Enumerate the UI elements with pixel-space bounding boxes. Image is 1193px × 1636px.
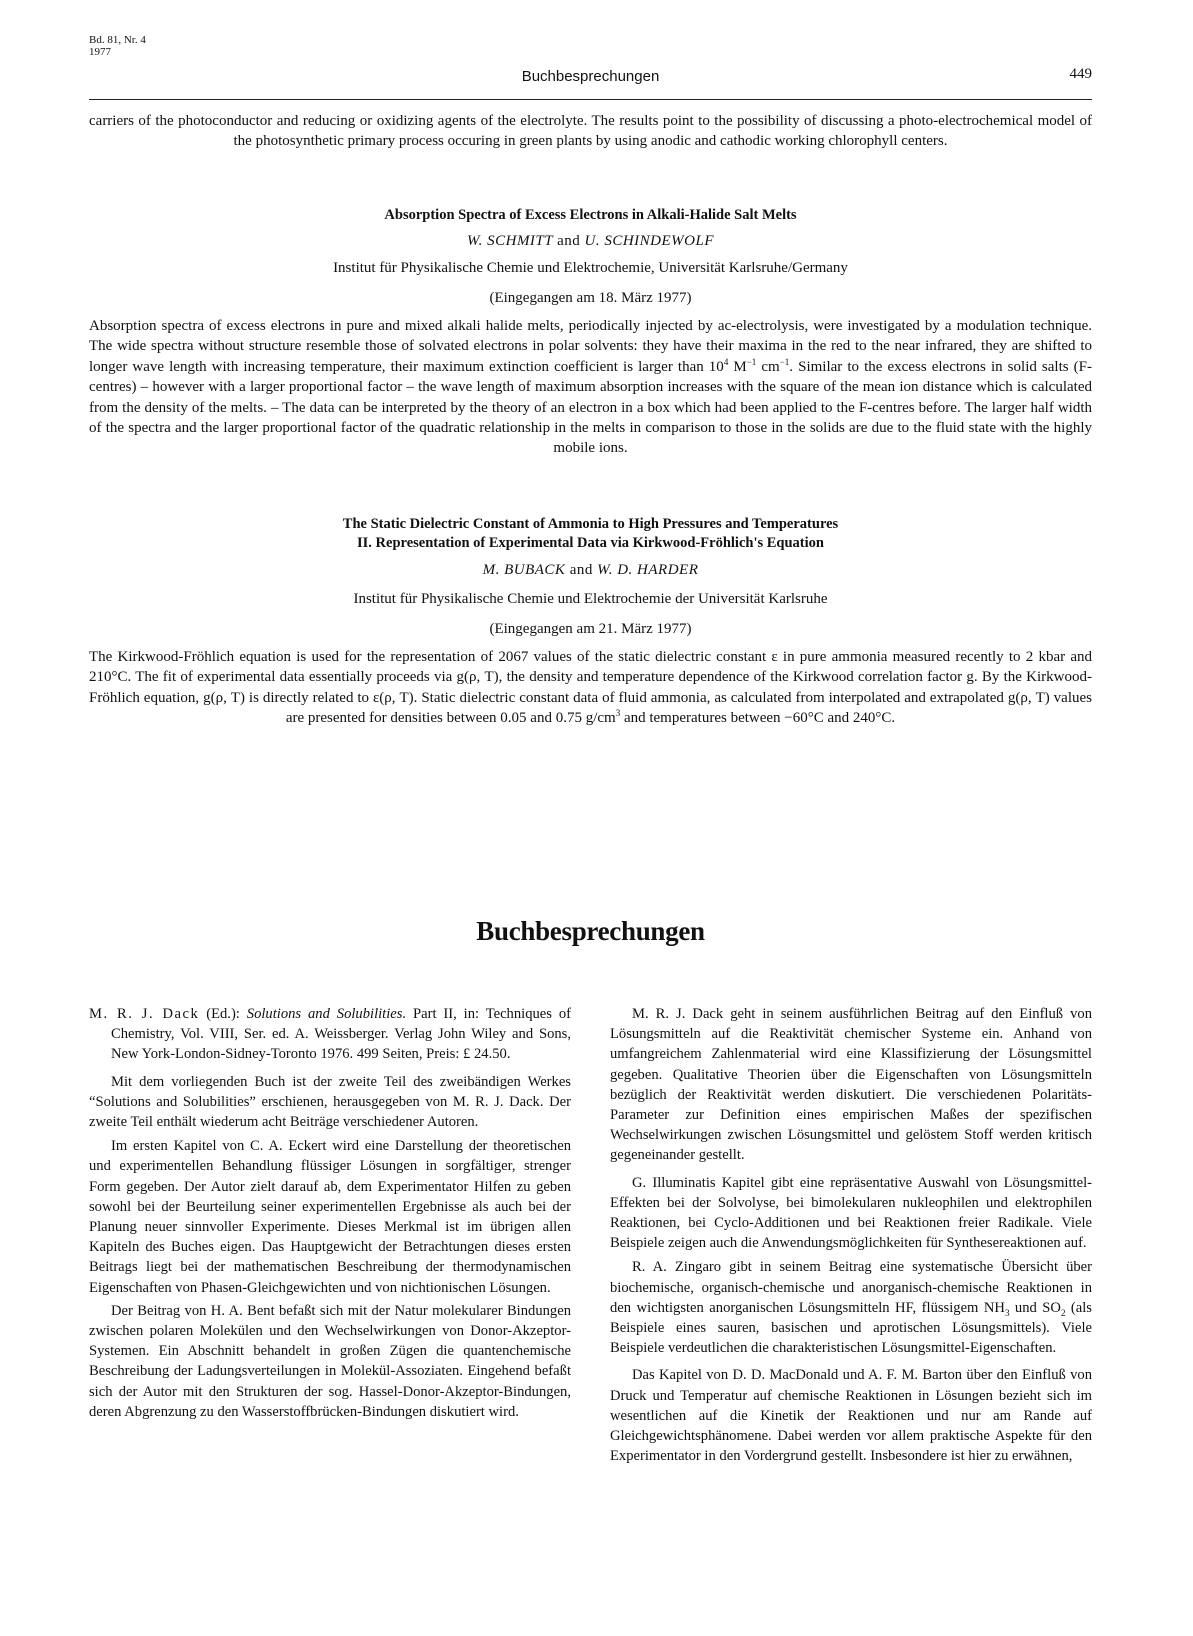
review-paragraph: Mit dem vorliegenden Buch ist der zweite Teil des zweibändigen Werkes “Solutions and Solubilities” erschienen, herausgegeben von M. R. J. Dack. Der zweite Teil enthält wiederum acht Beiträge verschiedener Autoren.: [89, 1073, 571, 1131]
section-title: Buchbesprechungen: [476, 916, 705, 946]
article-authors: [89, 560, 1092, 580]
review-paragraph: Das Kapitel von D. D. MacDonald und A. F. M. Barton über den Einfluß von Druck und Temperatur auf chemische Reaktionen in Lösungen bezieht sich im wesentlichen auf die Kinetik der Reaktionen und nur am Rande auf Gleichgewichtsphänomene. Dabei werden vor allem praktische Aspekte für den Experimentator in den Vordergrund gestellt. Insbesondere ist hier zu erwähnen,: [610, 1367, 1092, 1465]
page-header: [89, 34, 1092, 100]
paragraph-text: R. A. Zingaro gibt in seinem Beitrag eine systematische Übersicht über biochemische, organisch-chemische und anorganisch-chemische Reaktionen in den wichtigsten anorganischen Lösungsmitteln HF, flüssigem NH: [610, 1259, 1092, 1316]
volume-info: [89, 34, 146, 58]
book-editor: M. R. J. Dack: [89, 1006, 200, 1022]
author-conjunction: and: [557, 233, 581, 249]
review-paragraph: Im ersten Kapitel von C. A. Eckert wird eine Darstellung der theoretischen und experimentellen Behandlung flüssiger Lösungen in sorgfältiger, strenger Form gegeben. Der Autor zielt darauf ab, dem Experimentator Hilfen zu geben sowohl bei der Beurteilung seiner experimentellen Ergebnisse als auch bei der Planung neuer sinnvoller Experimente. Dieses Merkmal ist im übrigen allen Kapiteln des Buches eigen. Das Hauptgewicht der Betrachtungen dieses ersten Beitrags liegt bei der mathematischen Beschreibung der thermodynamischen Eigenschaften von Phasen-Gleichgewichten und von nichtionischen Lösungen.: [89, 1138, 571, 1296]
author-conjunction: and: [569, 562, 593, 578]
subscript: 3: [1004, 1307, 1010, 1318]
institute: Institut für Physikalische Chemie und Elektrochemie, Universität Karlsruhe/Germany: [333, 260, 848, 276]
exponent: −1: [779, 356, 790, 367]
page-number: 449: [1069, 66, 1092, 82]
abstract: [89, 316, 1092, 459]
volume-year: 1977: [89, 46, 111, 58]
book-title: Solutions and Solubilities.: [246, 1006, 407, 1022]
unit: M: [728, 358, 747, 375]
abstract-text: and temperatures between −60°C and 240°C.: [620, 710, 896, 727]
article-title: The Static Dielectric Constant of Ammonia to High Pressures and Temperatures: [342, 516, 839, 532]
exponent: 3: [615, 708, 621, 719]
article-schmitt: [89, 206, 1092, 459]
review-paragraph: G. Illuminatis Kapitel gibt eine repräsentative Auswahl von Lösungsmittel-Effekten bei der Solvolyse, bei bimolekularen nukleophilen und elektrophilen Reaktionen, bei Cyclo-Additionen und bei Reaktionen freier Radikale. Viele Beispiele zeigen auch die Anwendungsmöglichkeiten für Synthesereaktionen auf.: [610, 1174, 1092, 1252]
book-citation: [89, 1004, 571, 1065]
article-subtitle: II. Representation of Experimental Data via Kirkwood-Fröhlich's Equation: [357, 535, 824, 551]
article-buback: [89, 515, 1092, 729]
unit: cm: [756, 358, 780, 375]
volume-number: Bd. 81, Nr. 4: [89, 34, 146, 46]
abstract: [89, 647, 1092, 729]
running-head: Buchbesprechungen: [521, 68, 660, 85]
exponent: 4: [723, 356, 729, 367]
article-title: Absorption Spectra of Excess Electrons in Alkali-Halide Salt Melts: [384, 207, 797, 223]
institute: Institut für Physikalische Chemie und Elektrochemie der Universität Karlsruhe: [353, 591, 828, 607]
paragraph-text: und SO: [1009, 1299, 1061, 1316]
received-date: (Eingegangen am 18. März 1977): [489, 290, 692, 306]
author: M. BUBACK: [482, 562, 566, 578]
article-authors: [89, 231, 1092, 251]
continued-abstract: carriers of the photoconductor and reducing or oxidizing agents of the electrolyte. The results point to the possibility of discussing a photo-electrochemical model of the photosynthetic primary process occuring in green plants by using anodic and cathodic working chlorophyll centers.: [89, 113, 1092, 150]
review-paragraph: M. R. J. Dack geht in seinem ausführlichen Beitrag auf den Einfluß von Lösungsmitteln auf die Reaktivität chemischer Systeme ein. Anhand von umfangreichem Zahlenmaterial wird eine Klassifizierung der Lösungsmittel gegeben. Qualitative Theorien über die Eigenschaften von Lösungsmitteln bezüglich der Reaktivität werden diskutiert. Die verschiedenen Polaritäts-Parameter zur Definition eines empirischen Maßes der spezifischen Wechselwirkungen zwischen Lösungsmittel und gelöstem Stoff werden kritisch gegeneinander gestellt.: [610, 1006, 1092, 1164]
subscript: 2: [1060, 1307, 1066, 1318]
abstract-text: . Similar to the excess electrons in solid salts (F-centres) – however with a larger proportional factor – the wave length of maximum absorption increases with the square of the mean ion distance which is calculated from the density of the melts. – The data can be interpreted by the theory of an electron in a box which had been applied to the F-centres before. The larger half width of the spectra and the larger proportional factor of the quadratic relationship in the melts in comparison to those in the solids are due to the fluid state with the highly mobile ions.: [89, 358, 1093, 457]
review-column-right: [610, 1004, 1092, 1466]
abstract-text: The Kirkwood-Fröhlich equation is used for the representation of 2067 values of the static dielectric constant ε in pure ammonia measured recently to 2 kbar and 210°C. The fit of experimental data essentially proceeds via g(ρ, T), the density and temperature dependence of the Kirkwood correlation factor g. By the Kirkwood-Fröhlich equation, g(ρ, T) is directly related to ε(ρ, T). Static dielectric constant data of fluid ammonia, as calculated from interpolated and extrapolated g(ρ, T) values are presented for densities between 0.05 and 0.75 g/cm: [89, 649, 1092, 727]
book-details: Part II, in: Techniques of Chemistry, Vol. VIII, Ser. ed. A. Weissberger. Verlag John Wiley and Sons, New York-London-Sidney-Toronto 1976. 499 Seiten, Preis: £ 24.50.: [111, 1006, 572, 1063]
exponent: −1: [746, 356, 757, 367]
author: W. SCHMITT: [466, 233, 553, 249]
review-paragraph: Der Beitrag von H. A. Bent befaßt sich mit der Natur molekularer Bindungen zwischen polaren Molekülen und den Wechselwirkungen von Donor-Akzeptor-Systemen. Ein Abschnitt behandelt in großen Zügen die quantenchemische Beschreibung der Ladungsverteilungen in Molekül-Assoziaten. Eingehend befaßt sich der Autor mit den Strukturen der sog. Hassel-Donor-Akzeptor-Bindungen, deren Abgrenzung zu den Wasserstoffbrücken-Bindungen diskutiert wird.: [89, 1302, 571, 1420]
author: U. SCHINDEWOLF: [584, 233, 715, 249]
abstract-text: Absorption spectra of excess electrons in pure and mixed alkali halide melts, periodically injected by ac-electrolysis, were investigated by a modulation technique. The wide spectra without structure resemble those of solvated electrons in polar solvents: they have their maxima in the red to the near infrared, they are shifted to longer wave length with increasing temperature, their maximum extinction coefficient is larger than 10: [89, 318, 1092, 375]
review-paragraph: [610, 1257, 1092, 1358]
received-date: (Eingegangen am 21. März 1977): [489, 621, 692, 637]
book-ed: (Ed.):: [199, 1006, 247, 1022]
review-column-left: [89, 1004, 571, 1422]
author: W. D. HARDER: [597, 562, 699, 578]
paragraph-text: (als Beispiele eines sauren, basischen und aprotischen Lösungsmittels). Viele Beispiele verdeutlichen die charakteristischen Lösungsmittel-Eigenschaften.: [610, 1299, 1092, 1357]
header-rule: [89, 99, 1092, 100]
